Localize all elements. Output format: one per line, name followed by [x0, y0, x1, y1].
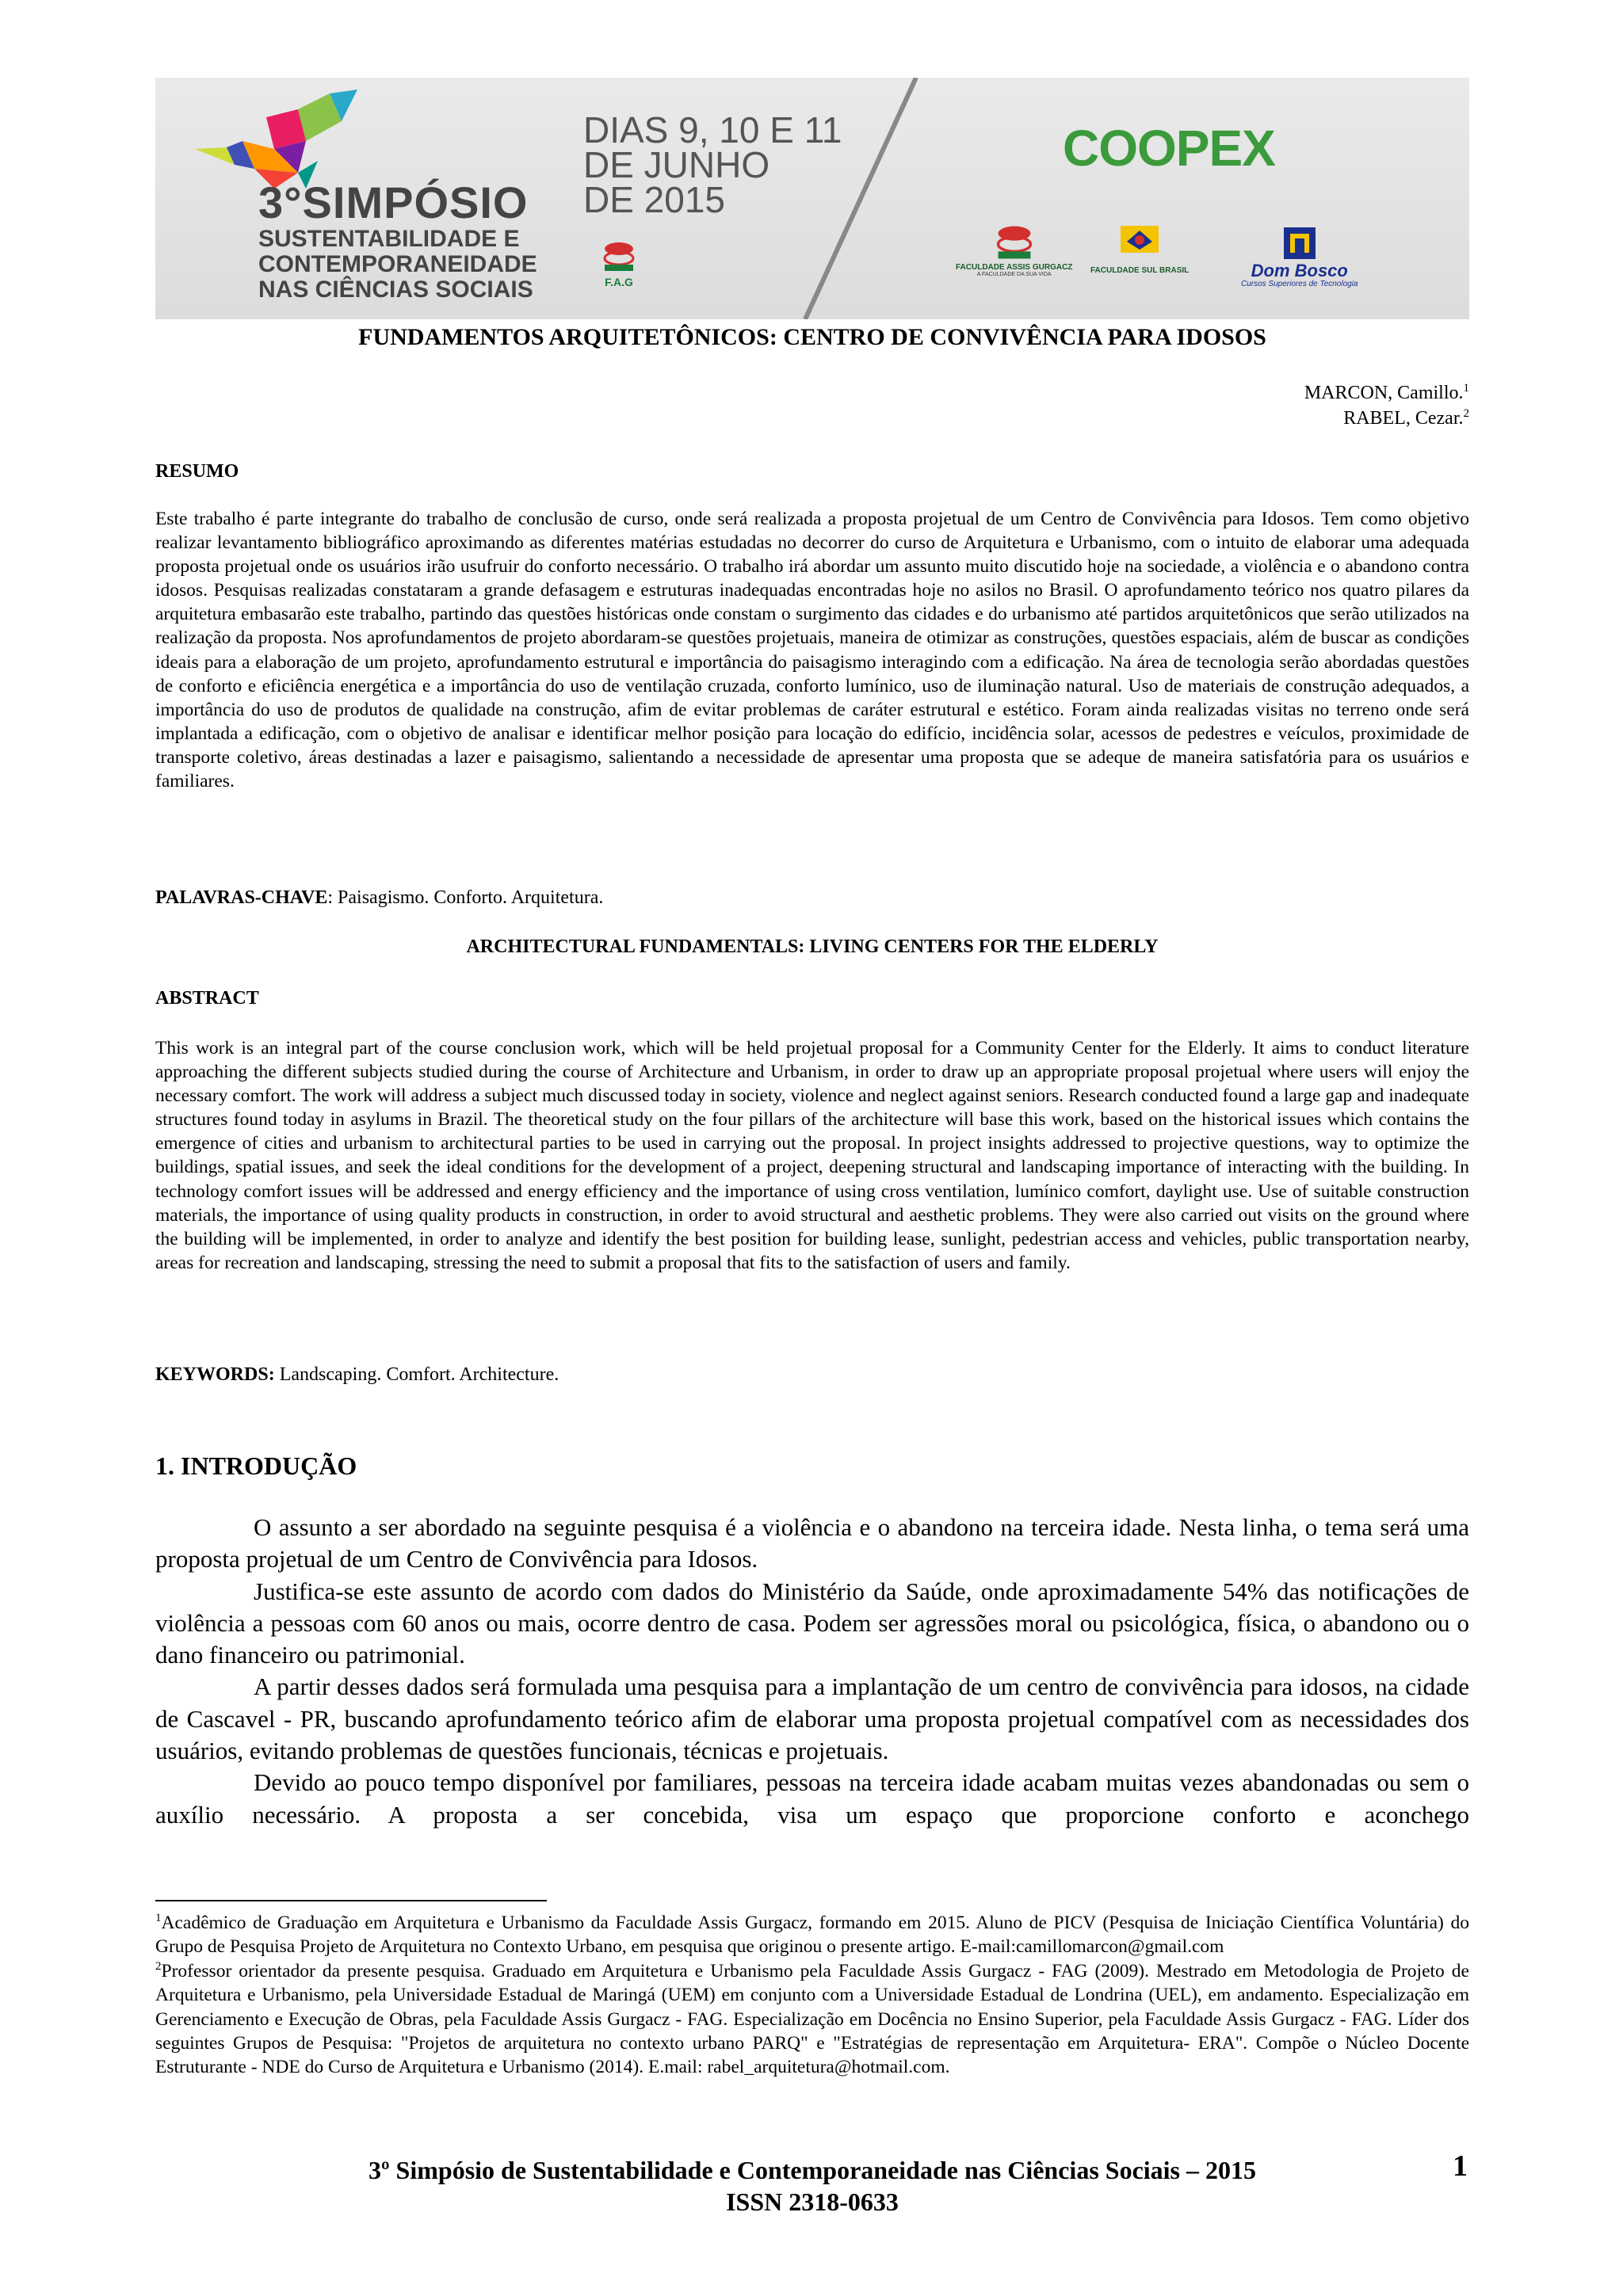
symposium-title	[258, 179, 575, 303]
fasul-emblem-icon	[1117, 224, 1162, 264]
footnote-mark: 1	[155, 1912, 162, 1924]
introduction-body	[155, 1512, 1469, 1831]
paragraph: Justifica-se este assunto de acordo com dados do Ministério da Saúde, onde aproximadamente 54% das notificações de violência a pessoas com 60 anos ou mais, ocorre dentro de casa. Podem ser agressões moral ou psicológica, física, o abandono ou o dano financeiro ou patrimonial.	[155, 1577, 1469, 1669]
abstract-text: This work is an integral part of the course conclusion work, which will be held projetual proposal for a Community Center for the Elderly. It aims to conduct literature approaching the different subjects studied during the course of Architecture and Urbanism, in order to draw up an appropriate proposal projetual where users will enjoy the necessary comfort. The work will address a subject much discussed today in society, violence and neglect against seniors. Research conducted found a large gap and inadequate structures found today in asylums in Brazil. The theoretical study on the four pillars of the architecture will base this work, based on the historical issues which contains the emergence of cities and urbanism to architectural parties to be used in carrying out the proposal. In project insights addressed to projective questions, way to optimize the buildings, spatial issues, and seek the ideal conditions for the development of a project, deepening structural and landscaping importance of interacting with the building. In technology comfort issues will be addressed and energy efficiency and the importance of using cross ventilation, lumínico comfort, daylight use. Use of suitable construction materials, the importance of using quality products in construction, in order to avoid structural and aesthetic problems. They were also carried out visits on the ground where the building will be implemented, in order to analyze and identify the best position for building lease, sunlight, pedestrian access and vehicles, public transportation nearby, areas for recreation and landscaping, stressing the need to submit a proposal that fits to the satisfaction of users and family.	[155, 1038, 1469, 1273]
resumo-heading: RESUMO	[155, 461, 239, 482]
author-list	[1304, 380, 1469, 431]
keywords-label: KEYWORDS:	[155, 1364, 275, 1385]
keywords-values: Landscaping. Comfort. Architecture.	[274, 1364, 559, 1385]
resumo-text: Este trabalho é parte integrante do trabalho de conclusão de curso, onde será realizada a proposta projetual de um Centro de Convivência para Idosos. Tem como objetivo realizar levantamento bibliográfico aproximando as diferentes matérias estudadas no decorrer do curso de Arquitetura e Urbanismo, com o intuito de elaborar uma adequada proposta projetual onde os usuários irão usufruir do conforto necessário. O trabalho irá abordar um assunto muito discutido hoje na sociedade, a violência e o abandono contra idosos. Pesquisas realizadas constataram a grande defasagem e estruturas inadequadas encontradas hoje no asilos no Brasil. O aprofundamento teórico nos quatro pilares da arquitetura embasarão este trabalho, partindo das questões históricas onde constam o surgimento das cidades e do urbanismo até partidos arquitetônicos que serão utilizados na realização da proposta. Nos aprofundamentos de projeto abordaram-se questões projetuais, maneira de otimizar as construções, questões espaciais, além de buscar as condições ideais para a elaboração de um projeto, aprofundamento estrutural e importância do paisagismo interagindo com a edificação. Na área de tecnologia serão abordadas questões de conforto e eficiência energética e a importância do uso de ventilação cruzada, conforto lumínico, uso de iluminação natural. Uso de materiais de construção adequados, a importância do uso de produtos de qualidade na construção, afim de evitar problemas de caráter estrutural e estético. Foram ainda realizadas visitas no terreno onde será implantada a edificação, com o objetivo de analisar e identificar melhor posição para locação do edifício, incidência solar, acessos de pedestres e veículos, proximidade de transporte coletivo, áreas destinadas a lazer e paisagismo, salientando a necessidade de apresentar uma proposta que se adeque de maneira satisfatória para os usuários e familiares.	[155, 509, 1469, 792]
footnote-rule	[155, 1900, 547, 1901]
dombosco-emblem-icon	[1281, 224, 1319, 262]
keywords	[155, 1363, 559, 1386]
date-line: DE 2015	[583, 179, 726, 220]
sponsor-dombosco	[1241, 224, 1358, 288]
paragraph: Devido ao pouco tempo disponível por familiares, pessoas na terceira idade acabam muitas vezes abandonadas ou sem o auxílio necessário. A proposta a ser concebida, visa um espaço que proporcione conforto e aconchego	[155, 1768, 1469, 1829]
edition-label: 3°SIMPÓSIO	[258, 177, 529, 227]
sponsor-caption: Cursos Superiores de Tecnologia	[1241, 280, 1358, 288]
footer-issn: ISSN 2318-0633	[726, 2187, 899, 2216]
footnote-mark: 2	[1463, 407, 1469, 420]
fag-emblem-icon	[601, 241, 636, 273]
page-number: 1	[1453, 2149, 1468, 2183]
footnote-text: Professor orientador da presente pesquisa. Graduado em Arquitetura e Urbanismo pela Faculdade Assis Gurgacz - FAG (2009). Mestrado em Metodologia de Projeto de Arquitetura e Urbanismo, pela Universidade Estadual de Maringá (UEM) em conjunto com a Universidade Estadual de Londrina (UEL), em andamento. Especialização em Gerenciamento e Execução de Obras, pela Faculdade Assis Gurgacz - FAG. Especialização em Docência no Ensino Superior, pela Faculdade Assis Gurgacz - FAG. Líder dos seguintes Grupos de Pesquisa: "Projetos de arquitetura no contexto urbano PARQ" e "Estratégias de representação em Arquitetura- ERA". Compõe o Núcleo Docente Estruturante - NDE do Curso de Arquitetura e Urbanismo (2014). E.mail: rabel_arquitetura@hotmail.com.	[155, 1960, 1469, 2078]
author-name: MARCON, Camillo.	[1304, 383, 1464, 403]
sponsor-caption: FACULDADE ASSIS GURGACZ	[956, 263, 1073, 272]
date-line: DE JUNHO	[583, 144, 770, 185]
author-entry	[1304, 380, 1469, 406]
page-footer	[155, 2154, 1469, 2218]
fag-emblem-icon	[995, 224, 1034, 261]
footnote-text: Acadêmico de Graduação em Arquitetura e Urbanismo da Faculdade Assis Gurgacz, formando em 2015. Aluno de PICV (Pesquisa de Iniciação Científica Voluntária) do Grupo de Pesquisa Projeto de Arquitetura no Contexto Urbano, em pesquisa que originou o presente artigo. E-mail:camillomarcon@gmail.com	[155, 1913, 1469, 1958]
divider-slash	[797, 78, 924, 319]
sponsor-caption: FACULDADE SUL BRASIL	[1090, 266, 1190, 275]
abstract-heading: ABSTRACT	[155, 988, 259, 1009]
footer-symposium: 3º Simpósio de Sustentabilidade e Contemporaneidade nas Ciências Sociais – 2015	[368, 2156, 1256, 2184]
date-line: DIAS 9, 10 E 11	[583, 109, 842, 151]
sponsor-fag	[956, 224, 1072, 277]
palavras-label: PALAVRAS-CHAVE	[155, 887, 328, 908]
subtitle-line: SUSTENTABILIDADE E	[258, 226, 520, 252]
subtitle-line: CONTEMPORANEIDADE	[258, 251, 537, 277]
fag-label: F.A.G	[605, 276, 633, 288]
section-heading: 1. INTRODUÇÃO	[155, 1451, 357, 1480]
footnote	[155, 1911, 1469, 1959]
sponsor-fasul	[1090, 224, 1189, 275]
paragraph: A partir desses dados será formulada uma pesquisa para a implantação de um centro de convivência para idosos, na cidade de Cascavel - PR, buscando aprofundamento teórico afim de elaborar uma proposta projetual compatível com as necessidades dos usuários, evitando problemas de questões funcionais, técnicas e projetuais.	[155, 1672, 1469, 1765]
fag-logo-small	[587, 233, 651, 296]
author-name: RABEL, Cezar.	[1343, 408, 1464, 429]
palavras-values: : Paisagismo. Conforto. Arquitetura.	[327, 887, 604, 908]
footnote-mark: 1	[1463, 382, 1469, 395]
palavras-chave	[155, 886, 603, 910]
subtitle-line: NAS CIÊNCIAS SOCIAIS	[258, 277, 533, 303]
english-title: ARCHITECTURAL FUNDAMENTALS: LIVING CENTERS FOR THE ELDERLY	[466, 936, 1159, 957]
author-entry	[1304, 406, 1469, 431]
sponsor-name: Dom Bosco	[1251, 261, 1348, 280]
footnotes	[155, 1911, 1469, 2080]
sponsor-subcaption: A FACULDADE DA SUA VIDA	[976, 272, 1052, 277]
paragraph: O assunto a ser abordado na seguinte pesquisa é a violência e o abandono na terceira idade. Nesta linha, o tema será uma proposta projetual de um Centro de Convivência para Idosos.	[155, 1513, 1469, 1573]
symposium-banner	[155, 78, 1469, 319]
footnote-mark: 2	[155, 1959, 162, 1973]
footnote	[155, 1959, 1469, 2080]
coopex-logo: COOPEX	[1063, 120, 1275, 177]
paper-title: FUNDAMENTOS ARQUITETÔNICOS: CENTRO DE CONVIVÊNCIA PARA IDOSOS	[358, 324, 1266, 350]
